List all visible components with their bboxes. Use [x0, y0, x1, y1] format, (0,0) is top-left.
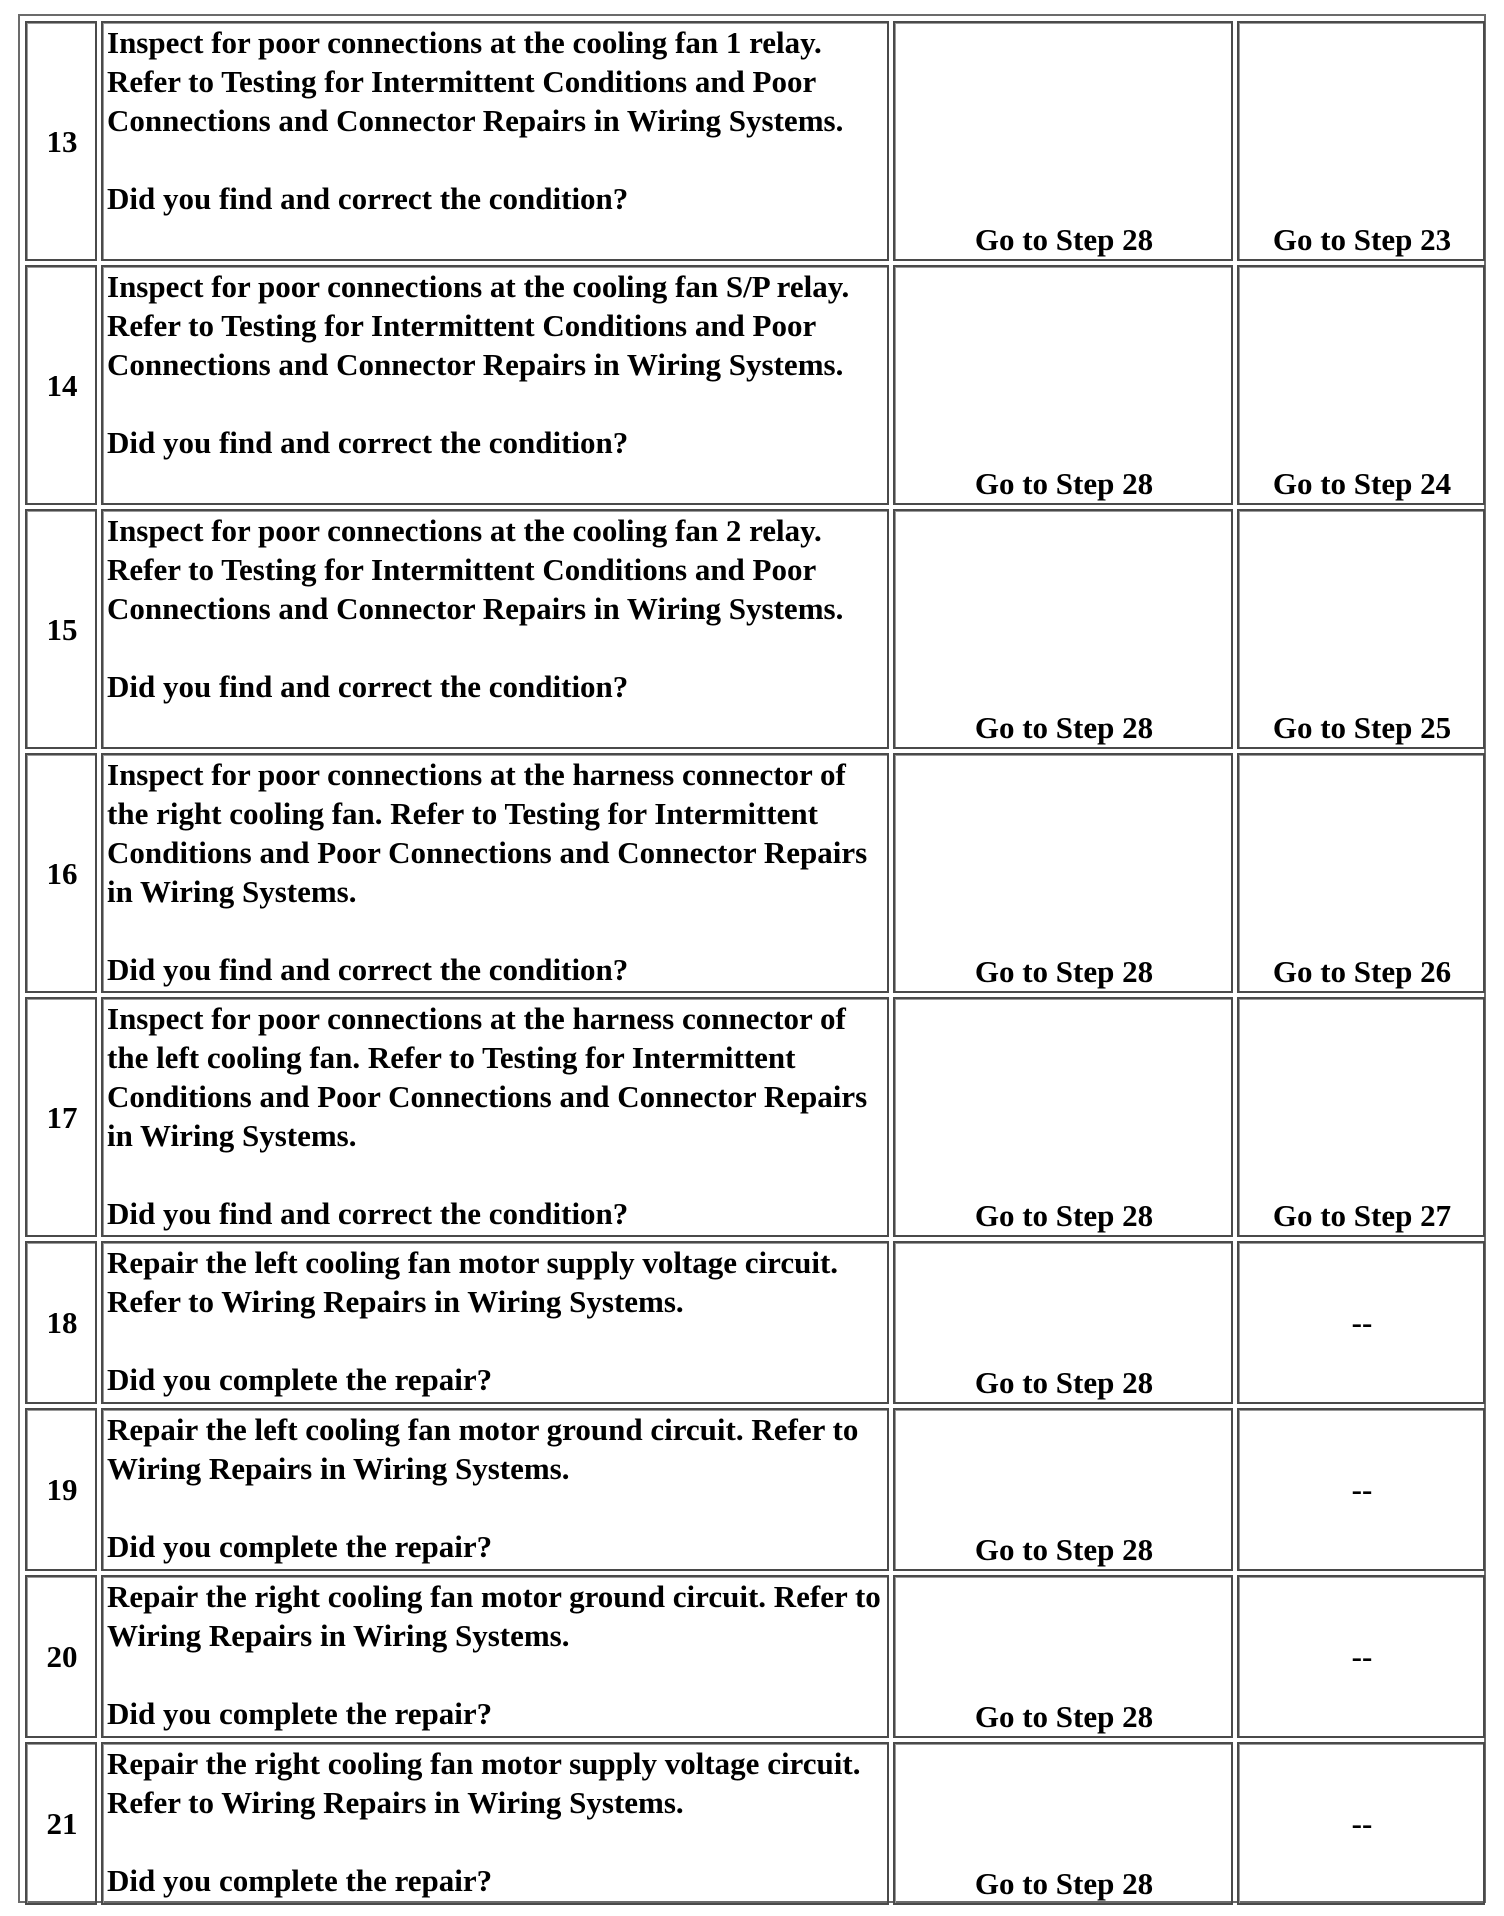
- step-description: Inspect for poor connections at the cooling fan S/P relay. Refer to Testing for Intermittent Conditions and Poor Connections and Connector Repairs in Wiring Systems.: [107, 269, 850, 382]
- step-description: Inspect for poor connections at the cooling fan 1 relay. Refer to Testing for Intermittent Conditions and Poor Connections and Connector Repairs in Wiring Systems.: [107, 25, 844, 138]
- step-number: 13: [25, 21, 97, 261]
- step-action: [101, 265, 889, 505]
- step-no-result: Go to Step 25: [1237, 509, 1485, 749]
- diagnostic-steps-frame: [18, 14, 1486, 1903]
- step-question: Did you find and correct the condition?: [107, 425, 629, 460]
- step-row: [25, 1742, 1485, 1905]
- step-question: Did you complete the repair?: [107, 1863, 493, 1898]
- step-description: Repair the left cooling fan motor supply voltage circuit. Refer to Wiring Repairs in Wiring Systems.: [107, 1245, 839, 1319]
- step-number: 15: [25, 509, 97, 749]
- step-row: [25, 997, 1485, 1237]
- step-row: [25, 265, 1485, 505]
- step-action: [101, 1742, 889, 1905]
- step-action: [101, 997, 889, 1237]
- step-no-result: --: [1237, 1575, 1485, 1738]
- step-yes-result: Go to Step 28: [893, 1241, 1233, 1404]
- step-yes-result: Go to Step 28: [893, 997, 1233, 1237]
- step-no-result: --: [1237, 1742, 1485, 1905]
- step-action: [101, 1575, 889, 1738]
- step-question: Did you find and correct the condition?: [107, 952, 629, 987]
- step-row: [25, 753, 1485, 993]
- step-question: Did you find and correct the condition?: [107, 669, 629, 704]
- step-number: 16: [25, 753, 97, 993]
- step-row: [25, 1408, 1485, 1571]
- step-description: Inspect for poor connections at the cooling fan 2 relay. Refer to Testing for Intermittent Conditions and Poor Connections and Connector Repairs in Wiring Systems.: [107, 513, 844, 626]
- step-yes-result: Go to Step 28: [893, 1742, 1233, 1905]
- step-number: 21: [25, 1742, 97, 1905]
- step-question: Did you complete the repair?: [107, 1529, 493, 1564]
- step-no-result: --: [1237, 1241, 1485, 1404]
- step-number: 14: [25, 265, 97, 505]
- step-number: 17: [25, 997, 97, 1237]
- diagnostic-steps-table: [21, 17, 1489, 1909]
- step-yes-result: Go to Step 28: [893, 265, 1233, 505]
- step-yes-result: Go to Step 28: [893, 1408, 1233, 1571]
- step-question: Did you find and correct the condition?: [107, 1196, 629, 1231]
- step-row: [25, 1575, 1485, 1738]
- step-yes-result: Go to Step 28: [893, 21, 1233, 261]
- step-row: [25, 509, 1485, 749]
- step-action: [101, 753, 889, 993]
- step-description: Repair the right cooling fan motor supply voltage circuit. Refer to Wiring Repairs in Wiring Systems.: [107, 1746, 861, 1820]
- step-description: Inspect for poor connections at the harness connector of the right cooling fan. Refer to Testing for Intermittent Conditions and Poor Connections and Connector Repairs in Wiring Systems.: [107, 757, 868, 909]
- step-number: 18: [25, 1241, 97, 1404]
- step-yes-result: Go to Step 28: [893, 753, 1233, 993]
- step-yes-result: Go to Step 28: [893, 1575, 1233, 1738]
- step-row: [25, 1241, 1485, 1404]
- step-question: Did you complete the repair?: [107, 1696, 493, 1731]
- step-question: Did you find and correct the condition?: [107, 181, 629, 216]
- step-description: Repair the left cooling fan motor ground circuit. Refer to Wiring Repairs in Wiring Systems.: [107, 1412, 859, 1486]
- step-action: [101, 509, 889, 749]
- step-description: Repair the right cooling fan motor ground circuit. Refer to Wiring Repairs in Wiring Systems.: [107, 1579, 881, 1653]
- step-yes-result: Go to Step 28: [893, 509, 1233, 749]
- step-action: [101, 21, 889, 261]
- step-row: [25, 21, 1485, 261]
- step-action: [101, 1241, 889, 1404]
- step-number: 19: [25, 1408, 97, 1571]
- step-action: [101, 1408, 889, 1571]
- step-number: 20: [25, 1575, 97, 1738]
- step-question: Did you complete the repair?: [107, 1362, 493, 1397]
- step-no-result: Go to Step 27: [1237, 997, 1485, 1237]
- step-no-result: --: [1237, 1408, 1485, 1571]
- step-no-result: Go to Step 23: [1237, 21, 1485, 261]
- step-no-result: Go to Step 24: [1237, 265, 1485, 505]
- step-no-result: Go to Step 26: [1237, 753, 1485, 993]
- step-description: Inspect for poor connections at the harness connector of the left cooling fan. Refer to Testing for Intermittent Conditions and Poor Connections and Connector Repairs in Wiring Systems.: [107, 1001, 868, 1153]
